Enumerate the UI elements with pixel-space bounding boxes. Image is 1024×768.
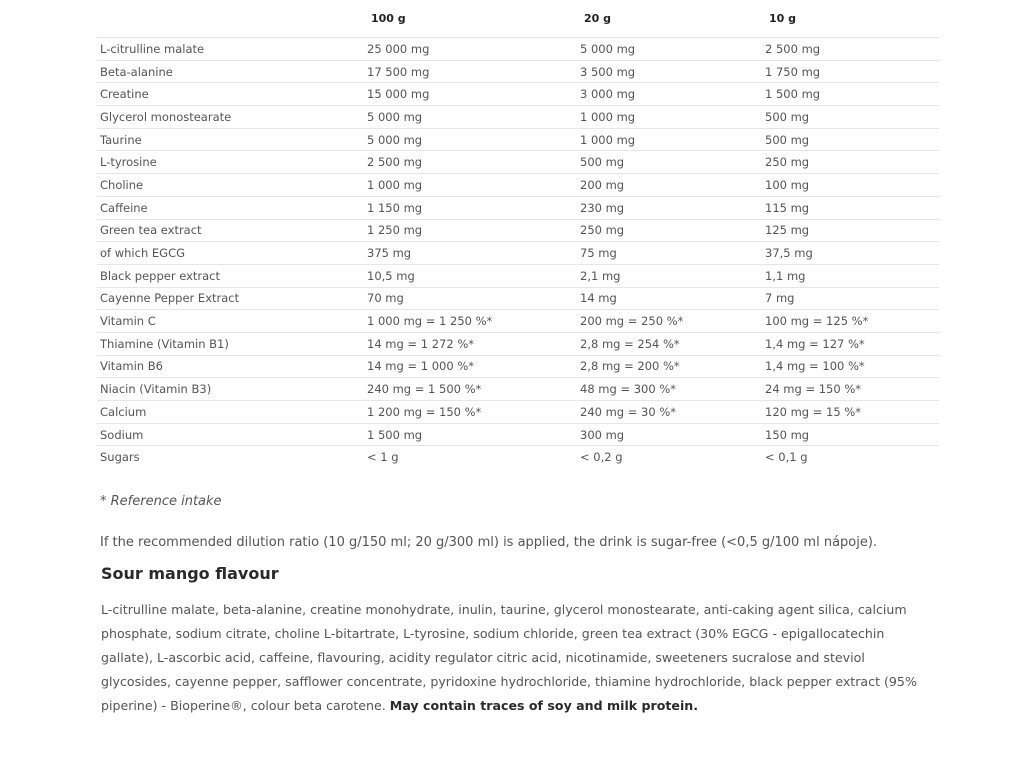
header-ingredient <box>97 0 365 38</box>
cell-per-100g: 1 200 mg = 150 %* <box>365 401 578 424</box>
cell-per-10g: 150 mg <box>763 423 939 446</box>
cell-ingredient: of which EGCG <box>97 242 365 265</box>
cell-per-10g: 100 mg <box>763 174 939 197</box>
cell-ingredient: L-citrulline malate <box>97 38 365 61</box>
cell-per-20g: 250 mg <box>578 219 763 242</box>
cell-ingredient: Sugars <box>100 450 140 465</box>
cell-per-10g: 2 500 mg <box>763 38 939 61</box>
cell-per-100g: 5 000 mg <box>365 106 578 129</box>
table-row <box>97 378 939 401</box>
cell-per-10g: 1,4 mg = 100 %* <box>763 355 939 378</box>
cell-per-10g: 125 mg <box>763 219 939 242</box>
header-10g: 10 g <box>763 0 939 38</box>
cell-per-10g: 1 750 mg <box>763 60 939 83</box>
ingredients-text <box>101 598 931 718</box>
cell-per-10g: 1 500 mg <box>763 83 939 106</box>
table-row <box>97 151 939 174</box>
cell-ingredient: Green tea extract <box>97 219 365 242</box>
cell-ingredient: Caffeine <box>97 196 365 219</box>
cell-per-100g: 14 mg = 1 000 %* <box>365 355 578 378</box>
table-row <box>97 83 939 106</box>
cell-per-20g: 2,1 mg <box>578 264 763 287</box>
cell-per-100g: 17 500 mg <box>365 60 578 83</box>
cell-per-20g: 2,8 mg = 200 %* <box>578 355 763 378</box>
table-header-row <box>97 0 939 38</box>
table-row <box>97 242 939 265</box>
table-row <box>97 38 939 61</box>
cell-per-100g: < 1 g <box>367 450 399 465</box>
cell-per-10g: 1,1 mg <box>763 264 939 287</box>
nutrition-section <box>97 0 939 468</box>
cell-per-10g: 120 mg = 15 %* <box>763 401 939 424</box>
cell-per-100g: 70 mg <box>365 287 578 310</box>
cell-per-20g: 3 500 mg <box>578 60 763 83</box>
cell-per-20g: 3 000 mg <box>578 83 763 106</box>
table-row <box>97 60 939 83</box>
cell-per-20g: 14 mg <box>578 287 763 310</box>
cell-per-100g: 1 000 mg = 1 250 %* <box>365 310 578 333</box>
table-row <box>97 310 939 333</box>
cell-ingredient: Choline <box>97 174 365 197</box>
cell-per-10g: 24 mg = 150 %* <box>763 378 939 401</box>
table-row <box>97 287 939 310</box>
cell-per-100g: 1 150 mg <box>365 196 578 219</box>
cell-ingredient: Beta-alanine <box>97 60 365 83</box>
cell-per-100g: 240 mg = 1 500 %* <box>365 378 578 401</box>
cell-per-20g: 75 mg <box>578 242 763 265</box>
table-body <box>97 38 939 469</box>
cell-per-100g: 14 mg = 1 272 %* <box>365 332 578 355</box>
table-row <box>97 332 939 355</box>
header-20g: 20 g <box>578 0 763 38</box>
cell-ingredient: Calcium <box>97 401 365 424</box>
cell-per-100g: 2 500 mg <box>365 151 578 174</box>
cell-per-10g: 37,5 mg <box>763 242 939 265</box>
cell-ingredient: Vitamin C <box>97 310 365 333</box>
cell-ingredient: Niacin (Vitamin B3) <box>97 378 365 401</box>
cell-per-20g: 200 mg <box>578 174 763 197</box>
cell-per-100g: 1 000 mg <box>365 174 578 197</box>
cell-ingredient: Cayenne Pepper Extract <box>97 287 365 310</box>
cell-per-20g: 5 000 mg <box>578 38 763 61</box>
cell-per-100g: 15 000 mg <box>365 83 578 106</box>
cell-ingredient: Creatine <box>97 83 365 106</box>
cell-per-20g: 500 mg <box>578 151 763 174</box>
cell-per-20g: 2,8 mg = 254 %* <box>578 332 763 355</box>
cell-per-10g: 500 mg <box>763 106 939 129</box>
cell-per-100g: 375 mg <box>365 242 578 265</box>
cell-per-10g: 100 mg = 125 %* <box>763 310 939 333</box>
table-row <box>97 196 939 219</box>
cell-ingredient: L-tyrosine <box>97 151 365 174</box>
cell-per-100g: 5 000 mg <box>365 128 578 151</box>
table-row <box>97 446 939 468</box>
cell-per-10g: 250 mg <box>763 151 939 174</box>
cell-per-20g: 240 mg = 30 %* <box>578 401 763 424</box>
table-row <box>97 128 939 151</box>
cell-per-20g: 1 000 mg <box>578 128 763 151</box>
cell-per-100g: 1 250 mg <box>365 219 578 242</box>
cell-per-100g: 25 000 mg <box>365 38 578 61</box>
cell-ingredient: Thiamine (Vitamin B1) <box>97 332 365 355</box>
cell-ingredient: Vitamin B6 <box>97 355 365 378</box>
cell-per-20g: < 0,2 g <box>580 450 623 465</box>
allergen-warning: May contain traces of soy and milk protein. <box>389 698 699 713</box>
reference-intake-note: * Reference intake <box>100 494 222 509</box>
flavour-title: Sour mango flavour <box>101 564 279 583</box>
table-row <box>97 174 939 197</box>
table-row <box>97 106 939 129</box>
cell-per-100g: 10,5 mg <box>365 264 578 287</box>
cell-per-100g: 1 500 mg <box>365 423 578 446</box>
cell-per-10g: 7 mg <box>763 287 939 310</box>
cell-ingredient: Black pepper extract <box>97 264 365 287</box>
cell-per-10g: 115 mg <box>763 196 939 219</box>
cell-per-20g: 300 mg <box>578 423 763 446</box>
cell-per-20g: 230 mg <box>578 196 763 219</box>
cell-per-10g: 500 mg <box>763 128 939 151</box>
table-row <box>97 264 939 287</box>
cell-ingredient: Taurine <box>97 128 365 151</box>
cell-per-20g: 1 000 mg <box>578 106 763 129</box>
header-100g: 100 g <box>365 0 578 38</box>
nutrition-table <box>97 0 939 468</box>
cell-per-10g: < 0,1 g <box>765 450 808 465</box>
table-row <box>97 219 939 242</box>
table-row <box>97 401 939 424</box>
cell-per-20g: 200 mg = 250 %* <box>578 310 763 333</box>
cell-ingredient: Sodium <box>97 423 365 446</box>
ingredients-list: L-citrulline malate, beta-alanine, creatine monohydrate, inulin, taurine, glycerol monostearate, anti-caking agent silica, calcium phosphate, sodium citrate, choline L-bitartrate, L-tyrosine, sodium chloride, green tea extract (30% EGCG - epigallocatechin gallate), L-ascorbic acid, caffeine, flavouring, acidity regulator citric acid, nicotinamide, sweeteners sucralose and steviol glycosides, cayenne pepper, safflower concentrate, pyridoxine hydrochloride, thiamine hydrochloride, black pepper extract (95% piperine) - Bioperine®, colour beta carotene. <box>101 602 917 713</box>
cell-per-20g: 48 mg = 300 %* <box>578 378 763 401</box>
dilution-note: If the recommended dilution ratio (10 g/150 ml; 20 g/300 ml) is applied, the drink is sugar-free (<0,5 g/100 ml nápoje). <box>100 535 878 550</box>
cell-ingredient: Glycerol monostearate <box>97 106 365 129</box>
cell-per-10g: 1,4 mg = 127 %* <box>763 332 939 355</box>
table-row <box>97 423 939 446</box>
table-row <box>97 355 939 378</box>
